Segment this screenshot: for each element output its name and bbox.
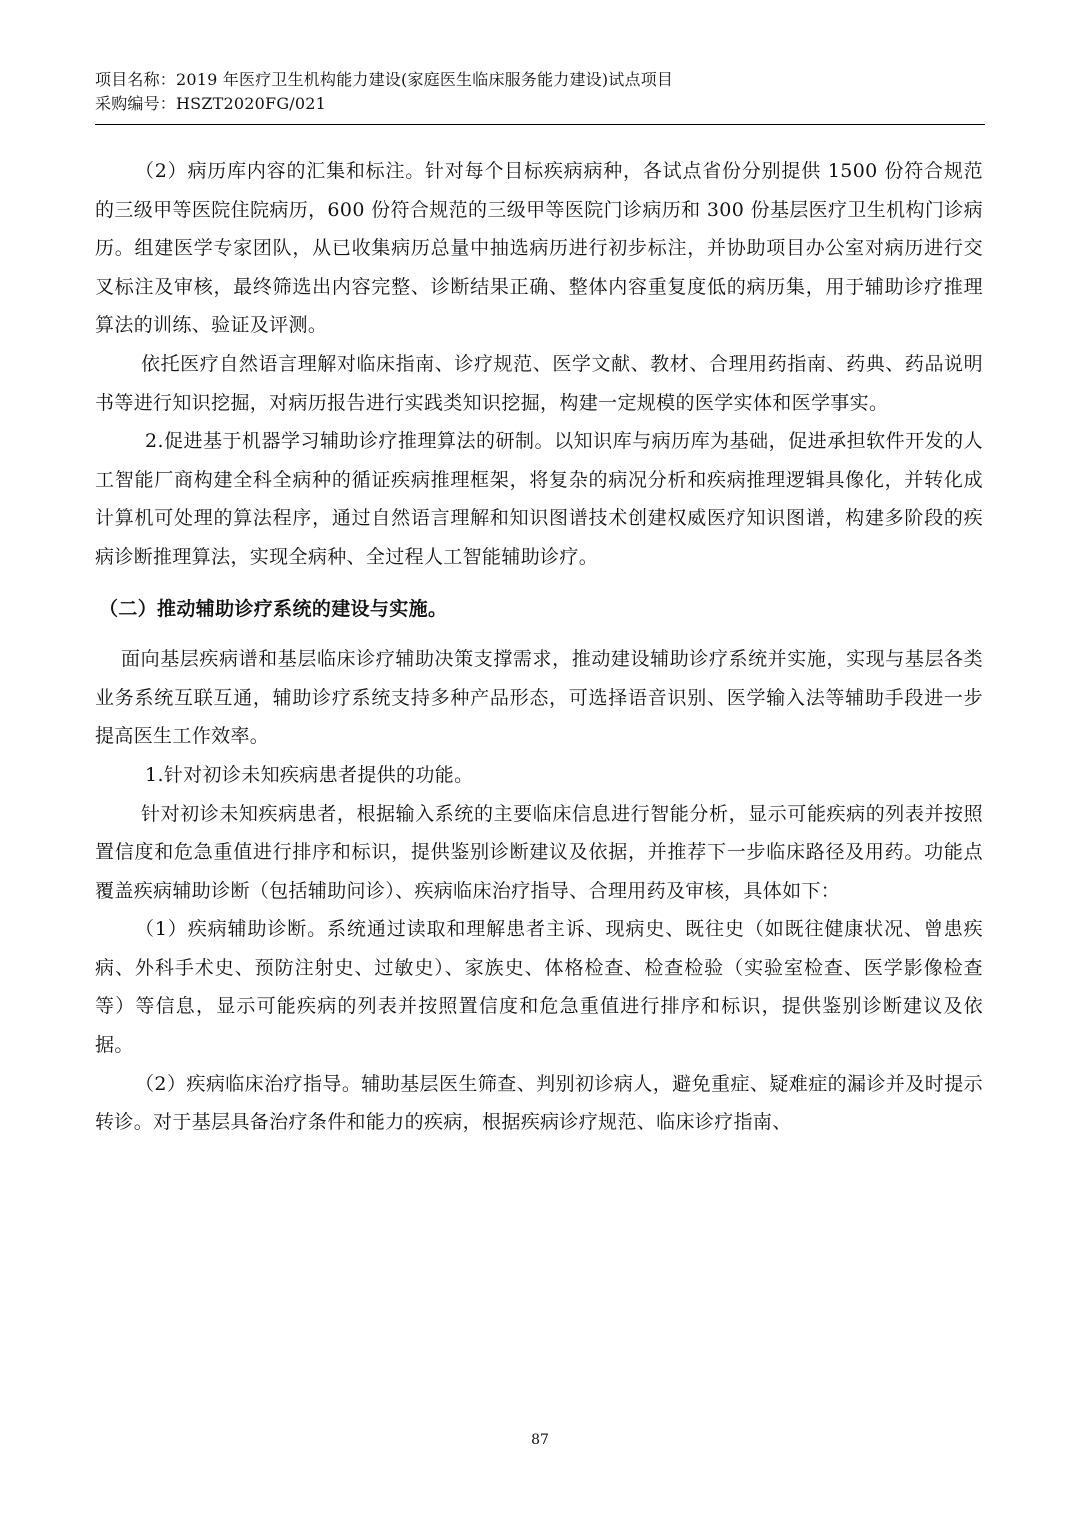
project-name-line: 项目名称：2019 年医疗卫生机构能力建设(家庭医生临床服务能力建设)试点项目 bbox=[95, 70, 674, 89]
page-header bbox=[95, 68, 985, 116]
page-number: 87 bbox=[531, 1432, 549, 1448]
paragraph-initial-diagnosis-title: 1.针对初诊未知疾病患者提供的功能。 bbox=[145, 763, 474, 786]
paragraph-initial-diagnosis-function: 针对初诊未知疾病患者，根据输入系统的主要临床信息进行智能分析，显示可能疾病的列表并按照置信度和危急重值进行排序和标识，提供鉴别诊断建议及依据，并推荐下一步临床路径及用药。功能点覆盖疾病辅助诊断（包括辅助问诊）、疾病临床治疗指导、合理用药及审核，具体如下： bbox=[95, 802, 983, 902]
section-heading: （二）推动辅助诊疗系统的建设与实施。 bbox=[99, 597, 448, 620]
document-body bbox=[95, 152, 983, 1142]
paragraph-auxiliary-diagnosis: （1）疾病辅助诊断。系统通过读取和理解患者主诉、现病史、既往史（如既往健康状况、曾患疾病、外科手术史、预防注射史、过敏史）、家族史、体格检查、检查检验（实验室检查、医学影像检查等）等信息，显示可能疾病的列表并按照置信度和危急重值进行排序和标识，提供鉴别诊断建议及依据。 bbox=[95, 918, 983, 1057]
header-rule bbox=[95, 124, 985, 125]
paragraph-knowledge-mining: 依托医疗自然语言理解对临床指南、诊疗规范、医学文献、教材、合理用药指南、药典、药品说明书等进行知识挖掘，对病历报告进行实践类知识挖掘，构建一定规模的医学实体和医学事实。 bbox=[95, 352, 983, 414]
procurement-number-line: 采购编号：HSZT2020FG/021 bbox=[95, 94, 327, 113]
paragraph-medical-record-annotation: （2）病历库内容的汇集和标注。针对每个目标疾病病种，各试点省份分别提供 1500 份符合规范的三级甲等医院住院病历，600 份符合规范的三级甲等医院门诊病历和 300 份基层医疗卫生机构门诊病历。组建医学专家团队，从已收集病历总量中抽选病历进行初步标注，并协助项目办公室对病历进行交叉标注及审核，最终筛选出内容完整、诊断结果正确、整体内容重复度低的病历集，用于辅助诊疗推理算法的训练、验证及评测。 bbox=[95, 160, 983, 337]
paragraph-algorithm-development: 2.促进基于机器学习辅助诊疗推理算法的研制。以知识库与病历库为基础，促进承担软件开发的人工智能厂商构建全科全病种的循证疾病推理框架，将复杂的病况分析和疾病推理逻辑具像化，并转化成计算机可处理的算法程序，通过自然语言理解和知识图谱技术创建权威医疗知识图谱，构建多阶段的疾病诊断推理算法，实现全病种、全过程人工智能辅助诊疗。 bbox=[95, 430, 983, 568]
paragraph-treatment-guidance: （2）疾病临床治疗指导。辅助基层医生筛查、判别初诊病人，避免重症、疑难症的漏诊并及时提示转诊。对于基层具备治疗条件和能力的疾病，根据疾病诊疗规范、临床诊疗指南、 bbox=[95, 1072, 983, 1134]
paragraph-system-construction: 面向基层疾病谱和基层临床诊疗辅助决策支撑需求，推动建设辅助诊疗系统并实施，实现与基层各类业务系统互联互通，辅助诊疗系统支持多种产品形态，可选择语音识别、医学输入法等辅助手段进一步提高医生工作效率。 bbox=[95, 648, 983, 748]
